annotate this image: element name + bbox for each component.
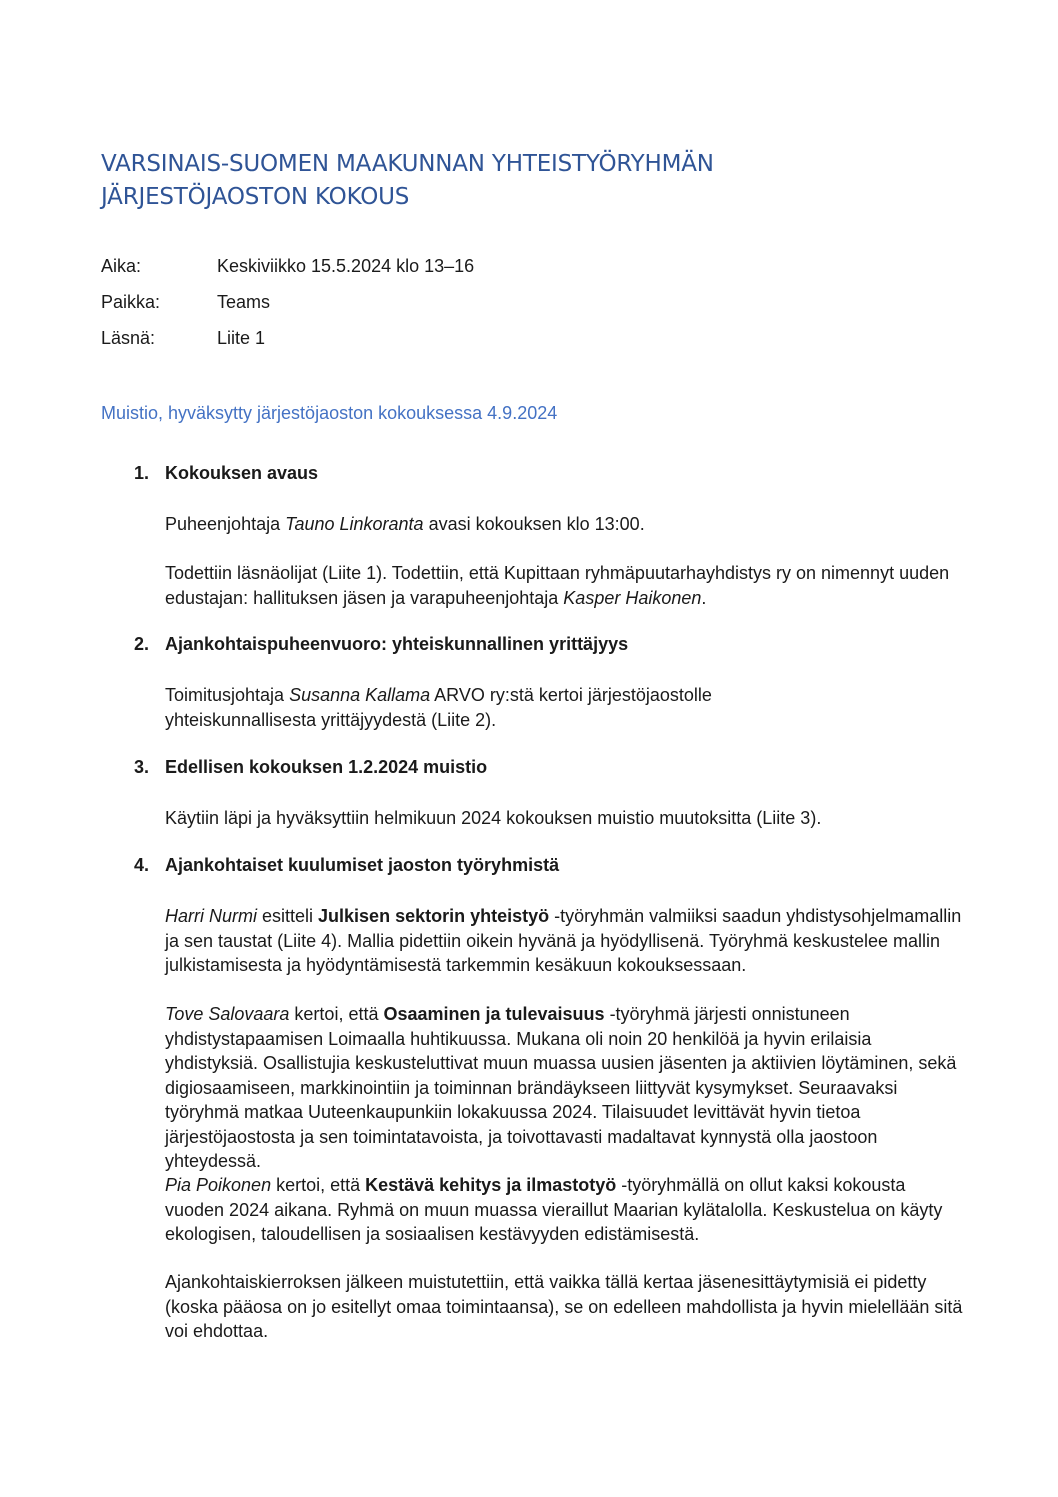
document-title <box>101 148 714 214</box>
section-title: Ajankohtaispuheenvuoro: yhteiskunnallinen yrittäjyys <box>165 634 629 654</box>
person-name: Pia Poikonen <box>165 1175 272 1195</box>
text: esitteli <box>257 906 319 926</box>
approval-note: Muistio, hyväksytty järjestöjaoston kokouksessa 4.9.2024 <box>101 403 558 423</box>
text: ARVO ry:stä kertoi järjestöjaostolle yhteiskunnallisesta yrittäjyydestä (Liite 2). <box>165 685 712 730</box>
meta-row-time <box>101 256 474 292</box>
section-heading <box>134 463 318 484</box>
title-line-1: VARSINAIS-SUOMEN MAAKUNNAN YHTEISTYÖRYHMÄN <box>101 151 714 177</box>
section-number: 1. <box>134 463 150 483</box>
section-number: 3. <box>134 757 150 777</box>
meta-value: Liite 1 <box>217 328 266 348</box>
text: -työryhmä järjesti onnistuneen yhdistystapaamisen Loimaalla huhtikuussa. Mukana oli noin 20 henkilöä ja hyvin erilaisia yhdistyksiä. Osallistujia keskusteluttivat muun muassa uusien jäsenten ja aktiivien löytäminen, sekä digiosaamiseen, markkinointiin ja toiminnan brändäykseen liittyvät kysymykset. Seuraavaksi työryhmä matkaa Uuteenkaupunkiin lokakuussa 2024. Tilaisuudet levittävät hyvin tietoa järjestöjaostosta ja sen toimintatavoista, ja toivottavasti madaltavat kynnystä olla jaostoon yhteydessä. <box>165 1004 957 1171</box>
section-title: Ajankohtaiset kuulumiset jaoston työryhmistä <box>165 855 560 875</box>
section-title: Edellisen kokouksen 1.2.2024 muistio <box>165 757 488 777</box>
section-title: Kokouksen avaus <box>165 463 319 483</box>
paragraph <box>165 683 865 732</box>
text: -työryhmän valmiiksi saadun yhdistysohjelmamallin ja sen taustat (Liite 4). Mallia pidettiin oikein hyvänä ja hyödyllisenä. Työryhmä keskustelee mallin julkistamisesta ja hyödyntämisestä tarkemmin kesäkuun kokouksessaan. <box>165 906 962 975</box>
meeting-meta <box>101 256 474 364</box>
working-group-name: Kestävä kehitys ja ilmastotyö <box>365 1175 617 1195</box>
person-name: Tove Salovaara <box>165 1004 290 1024</box>
paragraph: Käytiin läpi ja hyväksyttiin helmikuun 2024 kokouksen muistio muutoksitta (Liite 3). <box>165 808 822 828</box>
paragraph <box>165 1002 965 1174</box>
working-group-name: Osaaminen ja tulevaisuus <box>383 1004 605 1024</box>
text: avasi kokouksen klo 13:00. <box>423 514 645 534</box>
meta-row-place <box>101 292 474 328</box>
section-number: 4. <box>134 855 150 875</box>
person-name: Harri Nurmi <box>165 906 257 926</box>
text: kertoi, että <box>271 1175 366 1195</box>
section-heading <box>134 634 628 655</box>
text: -työryhmällä on ollut kaksi kokousta vuoden 2024 aikana. Ryhmä on muun muassa vieraillut Maarian kylätalolla. Keskustelua on käyty ekologisen, taloudellisen ja sosiaalisen kestävyyden edistämisestä. <box>165 1175 943 1244</box>
person-name: Kasper Haikonen <box>563 587 702 608</box>
meta-label: Läsnä: <box>101 328 156 348</box>
section-heading <box>134 757 487 778</box>
section-number: 2. <box>134 634 150 654</box>
section-heading <box>134 855 559 876</box>
paragraph <box>165 512 965 537</box>
text: . <box>701 587 707 608</box>
paragraph <box>165 1173 965 1247</box>
text: kertoi, että <box>289 1004 384 1024</box>
person-name: Susanna Kallama <box>289 685 431 705</box>
paragraph: Ajankohtaiskierroksen jälkeen muistutettiin, että vaikka tällä kertaa jäsenesittäytymisiä ei pidetty (koska pääosa on jo esitellyt omaa toimintaansa), se on edelleen mahdollista ja hyvin mielellään sitä voi ehdottaa. <box>165 1272 963 1341</box>
meta-row-present <box>101 328 474 364</box>
paragraph <box>165 561 965 610</box>
person-name: Tauno Linkoranta <box>285 514 424 534</box>
title-line-2: JÄRJESTÖJAOSTON KOKOUS <box>101 184 410 210</box>
text: Puheenjohtaja <box>165 514 286 534</box>
text: Todettiin läsnäolijat (Liite 1). Todettiin, että Kupittaan ryhmäpuutarhayhdistys ry on nimennyt uuden edustajan: hallituksen jäsen ja varapuheenjohtaja <box>165 563 950 608</box>
working-group-name: Julkisen sektorin yhteistyö <box>318 906 550 926</box>
meta-value: Keskiviikko 15.5.2024 klo 13–16 <box>217 256 475 276</box>
meta-value: Teams <box>217 292 271 312</box>
meta-label: Paikka: <box>101 292 161 312</box>
meta-label: Aika: <box>101 256 142 276</box>
paragraph <box>165 904 965 978</box>
text: Toimitusjohtaja <box>165 685 290 705</box>
